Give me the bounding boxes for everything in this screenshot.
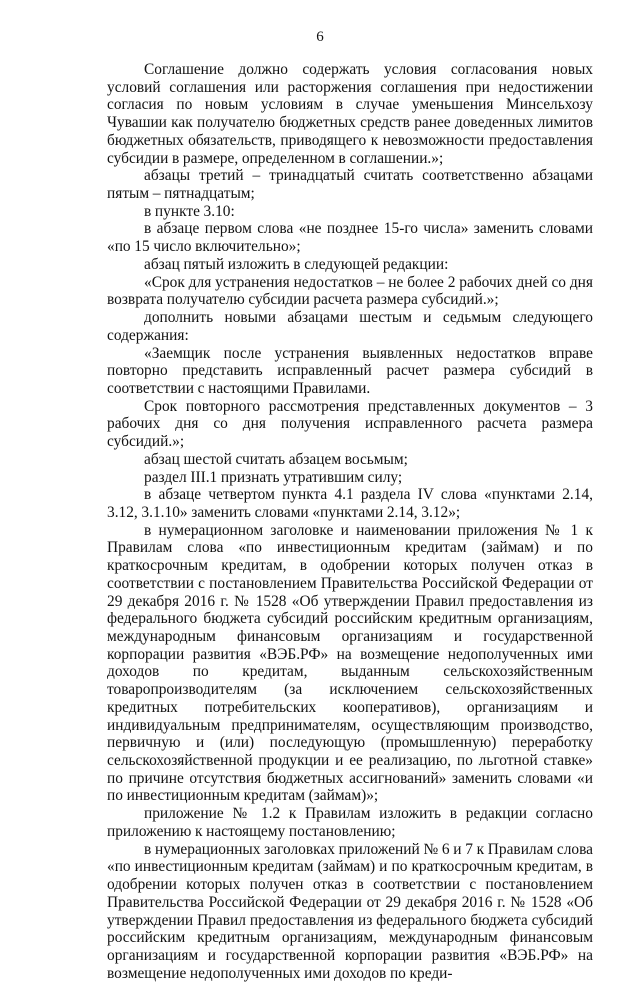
paragraph: «Срок для устранения недостатков – не более 2 рабочих дней со дня возврата получателю субсидии расчета размера субсидий.»; — [107, 273, 593, 309]
paragraph: «Заемщик после устранения выявленных недостатков вправе повторно представить исправленный расчет размера субсидий в соответствии с настоящими Правилами. — [107, 344, 593, 397]
paragraph: в пункте 3.10: — [144, 202, 235, 220]
paragraph: в нумерационном заголовке и наименовании приложения № 1 к Правилам слова «по инвестиционным кредитам (займам) и по краткосрочным кредитам, в одобрении которых получен отказ в соответствии с постановлением Правительства Российской Федерации от 29 декабря 2016 г. № 1528 «Об утверждении Правил предоставления из федерального бюджета субсидий российским кредитным организациям, международным финансовым организациям и государственной корпорации развития «ВЭБ.РФ» на возмещение недополученных ими доходов по кредитам, выданным сельскохозяйственным товаропроизводителям (за исключением сельскохозяйственных кредитных потребительских кооперативов), организациям и индивидуальным предпринимателям, осуществляющим производство, первичную и (или) последующую (промышленную) переработку сельскохозяйственной продукции и ее реализацию, по льготной ставке» по причине отсутствия бюджетных ассигнований» заменить словами «и по инвестиционным кредитам (займам)»; — [107, 521, 593, 805]
paragraph: раздел III.1 признать утратившим силу; — [144, 468, 403, 486]
paragraph: в абзаце четвертом пункта 4.1 раздела IV слова «пунктами 2.14, 3.12, 3.1.10» заменить словами «пунктами 2.14, 3.12»; — [107, 486, 593, 521]
paragraph: в нумерационных заголовках приложений № 6 и 7 к Правилам слова «по инвестиционным кредитам (займам) и по краткосрочным кредитам, в одобрении которых получен отказ в соответствии с постановлением Правительства Российской Федерации от 29 декабря 2016 г. № 1528 «Об утверждении Правил предоставления из федерального бюджета субсидий российским кредитным организациям, международным финансовым организациям и государственной корпорации развития «ВЭБ.РФ» на возмещение недополученных ими доходов по креди- — [107, 840, 593, 982]
paragraph: дополнить новыми абзацами шестым и седьмым следующего содержания: — [107, 309, 593, 344]
paragraph: приложение № 1.2 к Правилам изложить в редакции согласно приложению к настоящему постановлению; — [107, 805, 593, 840]
paragraph: в абзаце первом слова «не позднее 15-го числа» заменить словами «по 15 число включительно»; — [107, 220, 593, 256]
page-number: 6 — [316, 29, 324, 45]
paragraph: абзац пятый изложить в следующей редакции: — [144, 255, 449, 273]
paragraph: абзац шестой считать абзацем восьмым; — [144, 450, 408, 468]
paragraph: Соглашение должно содержать условия согласования новых условий соглашения или расторжения соглашения при недостижении согласия по новым условиям в случае уменьшения Минсельхозу Чувашии как получателю бюджетных средств ранее доведенных лимитов бюджетных обязательств, приводящего к невозможности предоставления субсидии в размере, определенном в соглашении.»; — [107, 61, 593, 167]
document-body — [107, 61, 593, 982]
paragraph: Срок повторного рассмотрения представленных документов – 3 рабочих дня со дня получения исправленного расчета размера субсидий.»; — [107, 397, 593, 451]
paragraph: абзацы третий – тринадцатый считать соответственно абзацами пятым – пятнадцатым; — [107, 167, 593, 203]
